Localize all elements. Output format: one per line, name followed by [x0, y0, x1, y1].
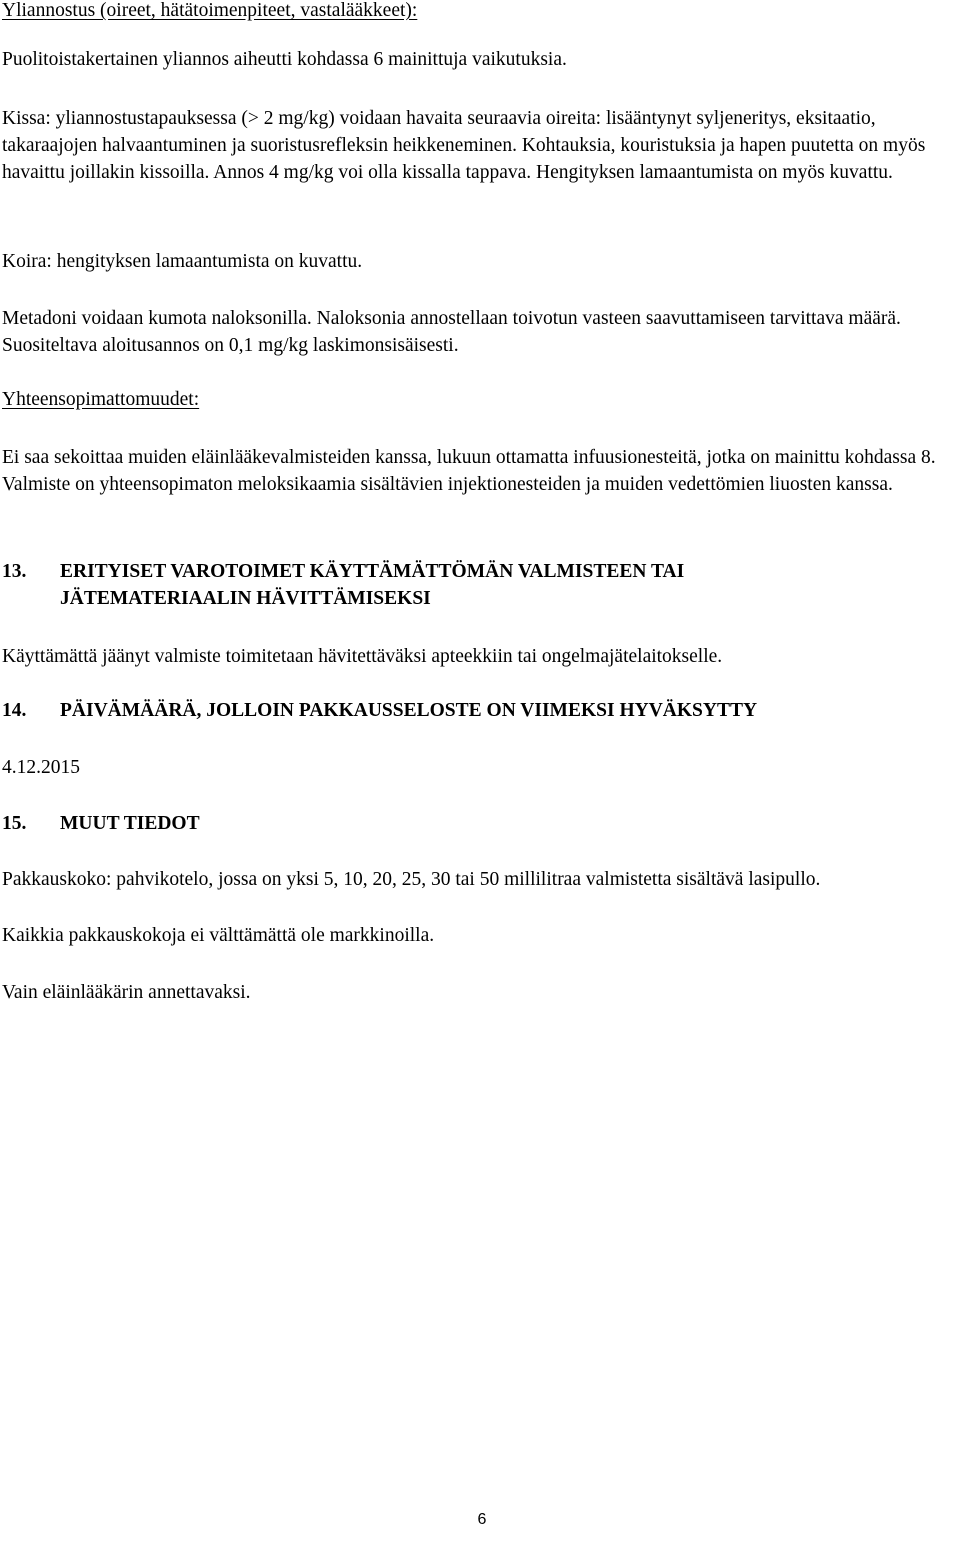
- section-14-title: PÄIVÄMÄÄRÄ, JOLLOIN PAKKAUSSELOSTE ON VIIMEKSI HYVÄKSYTTY: [60, 700, 758, 721]
- section-15-availability: Kaikkia pakkauskokoja ei välttämättä ole markkinoilla.: [2, 925, 435, 946]
- overdose-heading: Yliannostus (oireet, hätätoimenpiteet, vastalääkkeet):: [2, 0, 418, 21]
- overdose-paragraph-1: Puolitoistakertainen yliannos aiheutti kohdassa 6 mainittuja vaikutuksia.: [2, 49, 567, 70]
- section-14-number: 14.: [2, 700, 27, 721]
- section-14-date: 4.12.2015: [2, 757, 80, 778]
- section-14-heading: [2, 697, 952, 724]
- section-13-number: 13.: [2, 561, 27, 582]
- incompatibilities-paragraph: Ei saa sekoittaa muiden eläinlääkevalmisteiden kanssa, lukuun ottamatta infuusionesteitä, jotka on mainittu kohdassa 8. Valmiste on yhteensopimaton meloksikaamia sisältävien injektionesteiden ja muiden vedettömien liuosten kanssa.: [2, 447, 936, 495]
- section-13-title: ERITYISET VAROTOIMET KÄYTTÄMÄTTÖMÄN VALMISTEEN TAI JÄTEMATERIAALIN HÄVITTÄMISEKSI: [60, 561, 685, 609]
- section-13-heading: [2, 558, 952, 612]
- overdose-antidote-paragraph: Metadoni voidaan kumota naloksonilla. Naloksonia annostellaan toivotun vasteen saavuttamiseen tarvittava määrä. Suositeltava aloitusannos on 0,1 mg/kg laskimonsisäisesti.: [2, 308, 901, 356]
- section-15-package-size: Pakkauskoko: pahvikotelo, jossa on yksi 5, 10, 20, 25, 30 tai 50 millilitraa valmistetta sisältävä lasipullo.: [2, 869, 821, 890]
- overdose-cat-paragraph: Kissa: yliannostustapauksessa (> 2 mg/kg) voidaan havaita seuraavia oireita: lisääntynyt syljeneritys, eksitaatio, takaraajojen halvaantuminen ja suoristusrefleksin heikkeneminen. Kohtauksia, kouristuksia ja hapen puutetta on myös havaittu joillakin kissoilla. Annos 4 mg/kg voi olla kissalla tappava. Hengityksen lamaantumista on myös kuvattu.: [2, 108, 926, 183]
- overdose-dog-paragraph: Koira: hengityksen lamaantumista on kuvattu.: [2, 251, 363, 272]
- section-15-number: 15.: [2, 813, 27, 834]
- section-15-heading: [2, 810, 952, 837]
- page-number: 6: [477, 1511, 487, 1528]
- incompatibilities-heading: Yhteensopimattomuudet:: [2, 389, 200, 410]
- section-13-text: Käyttämättä jäänyt valmiste toimitetaan hävitettäväksi apteekkiin tai ongelmajätelaitokselle.: [2, 646, 723, 667]
- section-15-title: MUUT TIEDOT: [60, 813, 200, 834]
- section-15-administration: Vain eläinlääkärin annettavaksi.: [2, 982, 251, 1003]
